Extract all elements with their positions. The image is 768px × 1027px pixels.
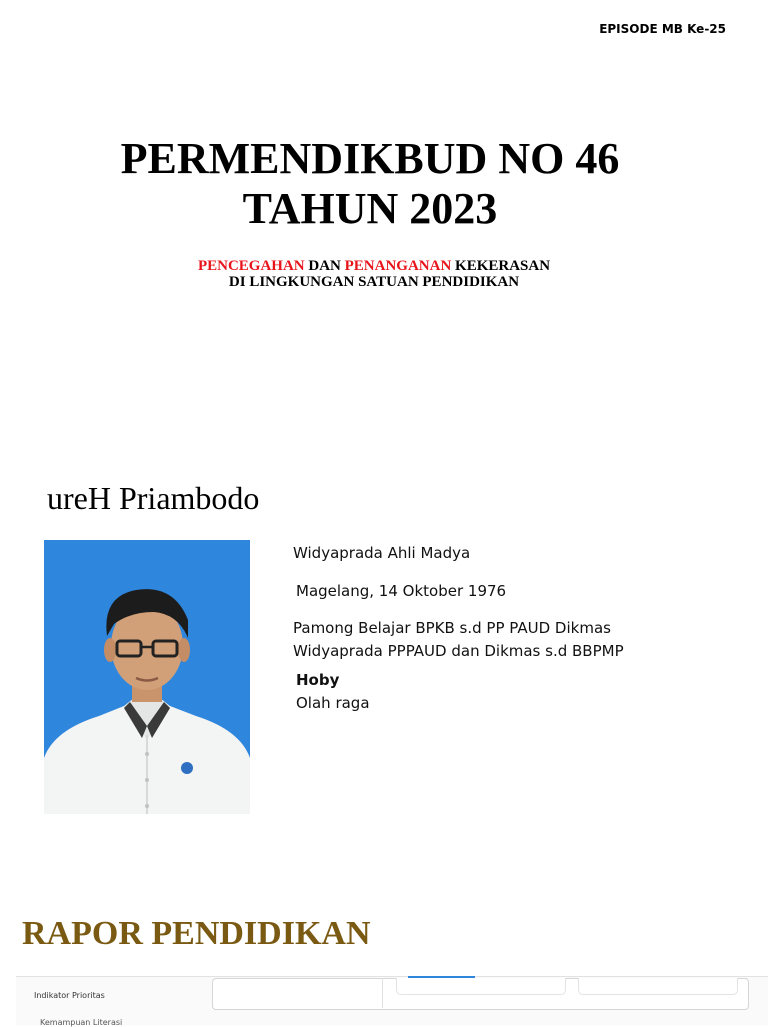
- subtitle-line-2: DI LINGKUNGAN SATUAN PENDIDIKAN: [228, 274, 520, 290]
- hobby-value: Olah raga: [296, 694, 370, 712]
- profile-position: Widyaprada Ahli Madya: [293, 544, 471, 562]
- hobby-label: Hoby: [296, 671, 340, 689]
- career-line-2: Widyaprada PPPAUD dan Dikmas s.d BBPMP: [293, 642, 624, 660]
- subtitle-word-kekerasan: KEKERASAN: [455, 258, 551, 274]
- embedded-card-2: [578, 978, 738, 995]
- subtitle-word-pencegahan: PENCEGAHAN: [197, 258, 305, 274]
- profile-photo: [44, 540, 250, 814]
- embedded-card-1: [396, 978, 566, 995]
- career-line-1: Pamong Belajar BPKB s.d PP PAUD Dikmas: [293, 619, 611, 637]
- panel-divider: [382, 978, 383, 1008]
- title-line-1: PERMENDIKBUD NO 46: [120, 134, 620, 183]
- document-title: [0, 134, 740, 234]
- title-line-2: TAHUN 2023: [242, 184, 498, 233]
- profile-birth: Magelang, 14 Oktober 1976: [296, 582, 507, 600]
- subtitle-word-penanganan: PENANGANAN: [344, 258, 452, 274]
- section-title: RAPOR PENDIDIKAN: [22, 915, 371, 952]
- card-accent-bar: [408, 976, 475, 978]
- sidebar-item-kemampuan-literasi: Kemampuan Literasi: [40, 1018, 123, 1027]
- document-subtitle: [0, 258, 748, 290]
- sidebar-item-indikator-prioritas: Indikator Prioritas: [34, 991, 105, 1000]
- subtitle-line-1: [0, 258, 748, 274]
- episode-label: EPISODE MB Ke-25: [599, 22, 726, 36]
- profile-name: ureH Priambodo: [47, 480, 260, 516]
- subtitle-word-dan: DAN: [308, 258, 341, 274]
- profile-career: [293, 617, 624, 663]
- portrait-illustration: [44, 540, 250, 814]
